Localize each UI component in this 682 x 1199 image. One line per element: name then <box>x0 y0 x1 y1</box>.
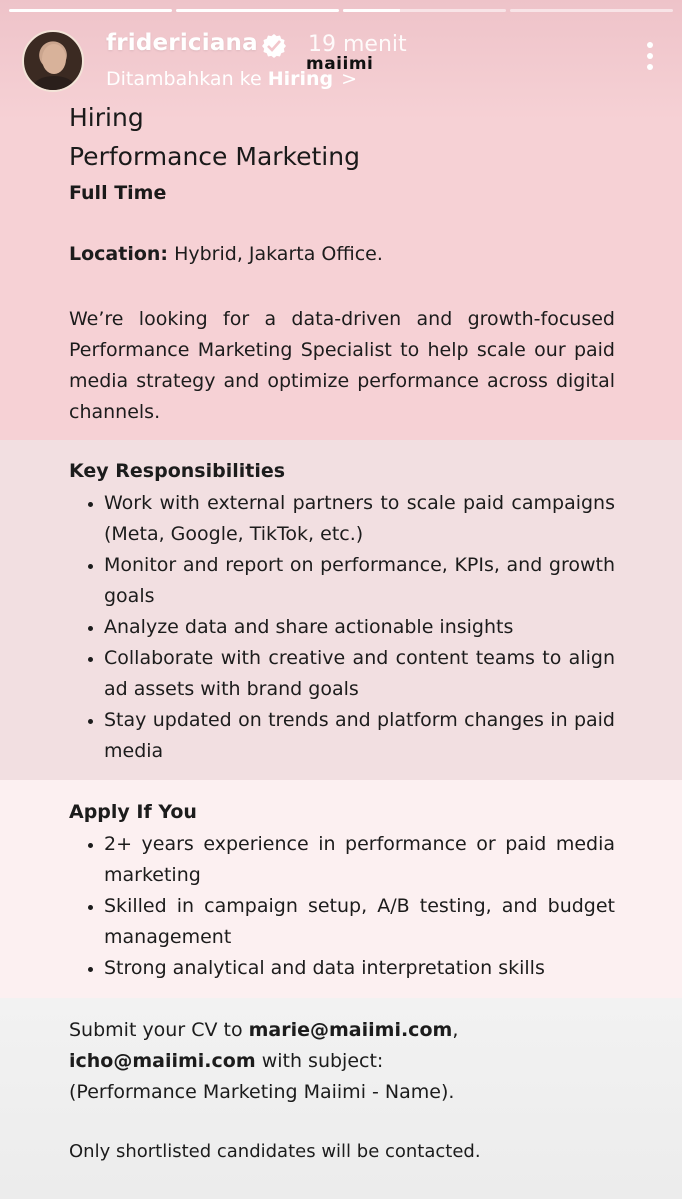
more-options-icon[interactable] <box>644 42 656 76</box>
highlight-link[interactable] <box>106 68 357 90</box>
progress-segment <box>176 9 339 12</box>
list-item: Analyze data and share actionable insights <box>69 612 615 643</box>
progress-segment <box>9 9 172 12</box>
requirements-heading: Apply If You <box>69 801 197 823</box>
username[interactable]: fridericiana <box>106 30 258 56</box>
brand-logo: maiimi <box>306 54 374 74</box>
list-item: Strong analytical and data interpretation skills <box>69 953 615 984</box>
verified-badge-icon <box>262 34 286 58</box>
contact-instructions <box>69 1015 629 1108</box>
post-time: 19 menit <box>308 32 407 57</box>
shortlist-note: Only shortlisted candidates will be contacted. <box>69 1141 481 1162</box>
progress-segment <box>510 9 673 12</box>
highlight-name: Hiring <box>267 68 334 90</box>
intro-paragraph: We’re looking for a data-driven and growth-focused Performance Marketing Specialist to help scale our paid media strategy and optimize performance across digital channels. <box>69 308 615 423</box>
avatar[interactable] <box>22 30 84 92</box>
email-link[interactable]: marie@maiimi.com <box>248 1019 453 1041</box>
list-item: Work with external partners to scale paid campaigns (Meta, Google, TikTok, etc.) <box>69 488 615 550</box>
list-item: Monitor and report on performance, KPIs, and growth goals <box>69 550 615 612</box>
contact-prefix: Submit your CV to <box>69 1019 249 1041</box>
responsibilities-list <box>69 488 615 767</box>
story-header <box>22 26 660 96</box>
progress-segment <box>343 9 506 12</box>
location-label: Location: <box>69 243 169 265</box>
story-progress <box>9 9 673 12</box>
responsibilities-heading: Key Responsibilities <box>69 460 286 482</box>
list-item: 2+ years experience in performance or paid media marketing <box>69 829 615 891</box>
email-separator: , <box>452 1019 459 1041</box>
post-title-line1: Hiring <box>69 103 144 132</box>
chevron-right-icon: > <box>341 68 358 90</box>
requirements-list <box>69 829 615 984</box>
added-prefix: Ditambahkan ke <box>106 68 262 90</box>
location <box>69 243 383 265</box>
employment-type: Full Time <box>69 182 167 204</box>
list-item: Collaborate with creative and content teams to align ad assets with brand goals <box>69 643 615 705</box>
list-item: Stay updated on trends and platform changes in paid media <box>69 705 615 767</box>
list-item: Skilled in campaign setup, A/B testing, and budget management <box>69 891 615 953</box>
subject-intro: with subject: <box>255 1050 384 1072</box>
email-subject: (Performance Marketing Maiimi - Name). <box>69 1081 455 1103</box>
email-link[interactable]: icho@maiimi.com <box>69 1050 256 1072</box>
location-value: Hybrid, Jakarta Office. <box>168 243 383 265</box>
post-title-line2: Performance Marketing <box>69 142 360 171</box>
